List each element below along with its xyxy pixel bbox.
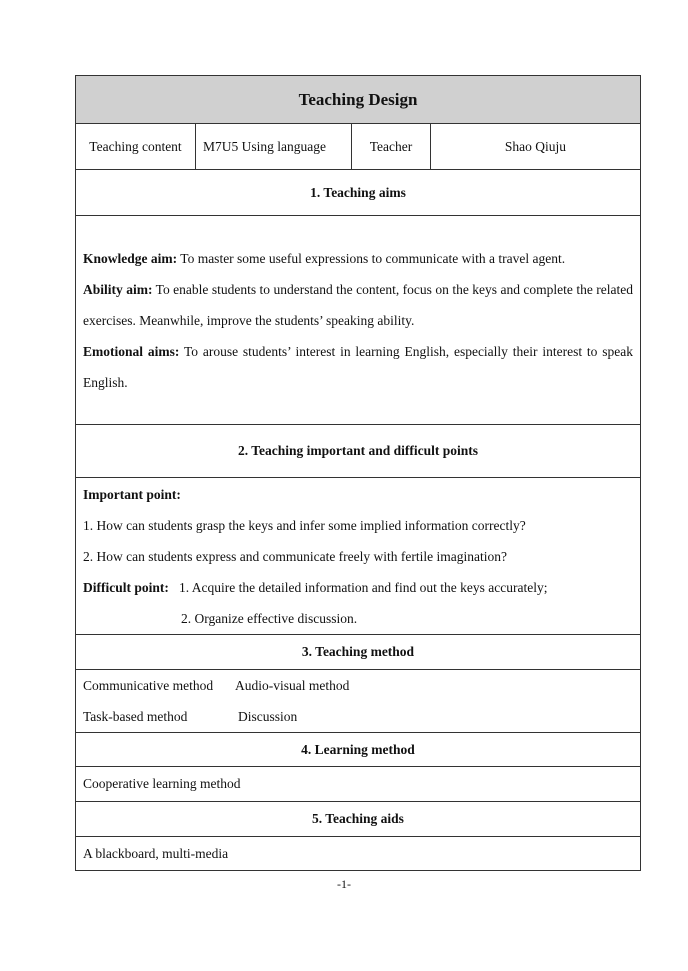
teaching-content-value: M7U5 Using language [196,124,352,170]
method-content [76,670,641,733]
page-number: -1- [337,877,351,891]
knowledge-aim-label: Knowledge aim: [83,250,178,266]
teaching-content-label: Teaching content [76,124,196,170]
method-line-1 [83,670,633,701]
method-item: Audio-visual method [235,678,350,693]
knowledge-aim [83,243,633,274]
method-heading: 3. Teaching method [76,635,641,670]
difficult-point-2: 2. Organize effective discussion. [181,610,358,626]
aims-content-row [76,216,641,425]
ability-aim-text: To enable students to understand the content, focus on the keys and complete the related exercises. Meanwhile, improve the students’ speaking ability. [83,281,633,328]
learning-heading: 4. Learning method [76,733,641,767]
points-heading-row [76,425,641,478]
important-point-label-text: Important point: [83,486,181,502]
points-content-row [76,478,641,635]
points-content [76,478,641,635]
teacher-label: Teacher [352,124,431,170]
emotional-aim-text: To arouse students’ interest in learning English, especially their interest to speak English. [83,343,633,390]
method-line-2 [83,701,633,732]
aims-heading: 1. Teaching aims [76,170,641,216]
ability-aim [83,274,633,336]
important-point-label [83,479,633,510]
method-item: Communicative method [83,678,214,693]
aims-heading-row [76,170,641,216]
important-point-2: 2. How can students express and communicate freely with fertile imagination? [83,548,507,564]
aids-content: A blackboard, multi-media [76,837,641,871]
teacher-value: Shao Qiuju [431,124,641,170]
knowledge-aim-text: To master some useful expressions to communicate with a travel agent. [180,250,566,266]
aids-content-row [76,837,641,871]
aids-heading-row [76,802,641,837]
points-heading: 2. Teaching important and difficult points [76,425,641,478]
difficult-point-label: Difficult point: [83,579,169,595]
aims-content [76,216,641,425]
difficult-point-1: 1. Acquire the detailed information and find out the keys accurately; [179,579,548,595]
method-item: Task-based method [83,709,188,724]
learning-content: Cooperative learning method [76,767,641,802]
info-row [76,124,641,170]
ability-aim-label: Ability aim: [83,281,153,297]
emotional-aim-label: Emotional aims: [83,343,180,359]
aids-heading: 5. Teaching aids [76,802,641,837]
difficult-point [83,572,633,603]
method-content-row [76,670,641,733]
emotional-aim [83,336,633,398]
important-point-1: 1. How can students grasp the keys and infer some implied information correctly? [83,517,526,533]
method-item: Discussion [238,709,298,724]
teaching-design-table [75,75,641,871]
page-title: Teaching Design [76,76,641,124]
title-row [76,76,641,124]
learning-content-row [76,767,641,802]
learning-heading-row [76,733,641,767]
method-heading-row [76,635,641,670]
